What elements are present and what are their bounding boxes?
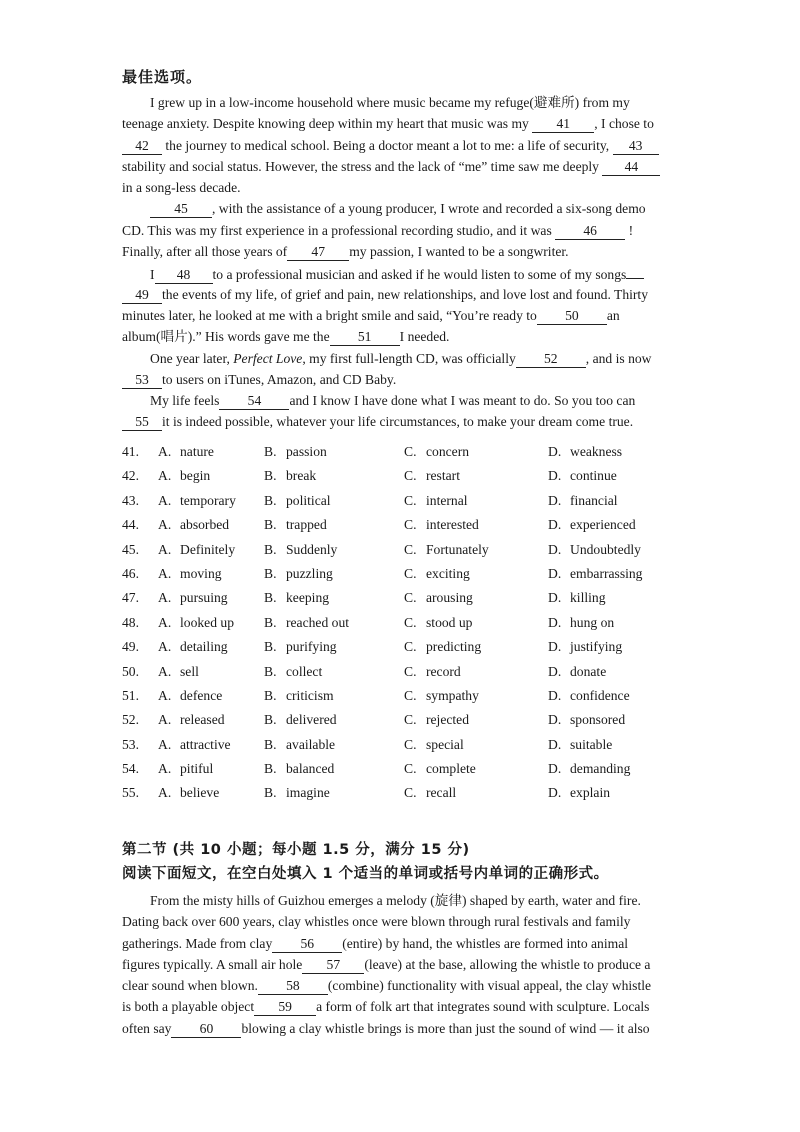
option-letter: B. [264, 614, 277, 630]
option-text: puzzling [286, 565, 333, 581]
question-number: 52. [122, 712, 139, 728]
option-d[interactable] [548, 493, 618, 509]
option-d[interactable] [548, 639, 622, 655]
option-c[interactable] [404, 468, 460, 484]
section-heading-best-option: 最佳选项。 [122, 68, 203, 86]
blank-49[interactable]: 49 [122, 287, 162, 304]
option-letter: C. [404, 639, 417, 655]
option-c[interactable] [404, 785, 456, 801]
option-d[interactable] [548, 688, 630, 704]
option-letter: B. [264, 541, 277, 557]
option-c[interactable] [404, 639, 481, 655]
passage-line: I grew up in a low-income household where music became my refuge(避难所) from my [150, 95, 630, 110]
option-d[interactable] [548, 712, 625, 728]
option-a[interactable] [158, 712, 225, 728]
option-c[interactable] [404, 712, 469, 728]
passage-line: 55 it is indeed possible, whatever your life circumstances, to make your dream come true. [122, 411, 680, 432]
album-title: Perfect Love [233, 350, 303, 366]
option-text: demanding [570, 761, 631, 777]
option-b[interactable] [264, 542, 337, 558]
option-letter: D. [548, 736, 562, 752]
passage-line: minutes later, he looked at me with a bright smile and said, “You’re ready to 50 an [122, 307, 620, 323]
passage-line: gatherings. Made from clay 56 (entire) by hand, the whistles are formed into animal [122, 935, 629, 951]
option-text: internal [426, 492, 468, 508]
option-text: pitiful [180, 761, 214, 777]
option-c[interactable] [404, 566, 470, 582]
option-letter: C. [404, 492, 417, 508]
passage-line: 49 the events of my life, of grief and pain, new relationships, and love lost and found. Thirty [122, 284, 680, 305]
option-row [122, 737, 682, 761]
option-text: trapped [286, 517, 327, 533]
passage-line: figures typically. A small air hole 57 (leave) at the base, allowing the whistle to produce a [122, 956, 651, 972]
question-number: 46. [122, 565, 139, 581]
option-letter: B. [264, 761, 277, 777]
option-c[interactable] [404, 517, 479, 533]
passage-line: I 48 to a professional musician and asked if he would listen to some of my songs [122, 262, 680, 283]
section-2-instruction: 阅读下面短文，在空白处填入 1 个适当的单词或括号内单词的正确形式。 [122, 866, 609, 882]
option-text: stood up [426, 614, 473, 630]
blank-48[interactable]: 48 [155, 267, 213, 284]
blank-57[interactable]: 57 [302, 957, 364, 974]
option-text: moving [180, 565, 222, 581]
option-a[interactable] [158, 566, 222, 582]
option-letter: C. [404, 614, 417, 630]
option-row [122, 712, 682, 736]
blank-58[interactable]: 58 [258, 978, 328, 995]
option-text: restart [426, 468, 460, 484]
passage-line: My life feels 54 and I know I have done what I was meant to do. So you too can [150, 393, 636, 409]
option-a[interactable] [158, 493, 236, 509]
option-letter: B. [264, 492, 277, 508]
option-text: killing [570, 590, 606, 606]
option-text: embarrassing [570, 565, 643, 581]
option-text: passion [286, 444, 327, 459]
question-number: 43. [122, 492, 139, 508]
option-text: predicting [426, 639, 482, 655]
passage-line: teenage anxiety. Despite knowing deep within my heart that music was my 41 , I chose to [122, 116, 654, 132]
answer-options-list [122, 444, 682, 810]
option-a[interactable] [158, 444, 214, 460]
question-number: 55. [122, 785, 139, 801]
question-number: 44. [122, 517, 139, 533]
passage-line: in a song-less decade. [122, 180, 241, 196]
option-row [122, 493, 682, 517]
option-letter: D. [548, 639, 562, 655]
option-text: begin [180, 468, 211, 484]
option-a[interactable] [158, 737, 231, 753]
option-text: weakness [570, 444, 623, 459]
blank-50[interactable]: 50 [537, 308, 607, 325]
option-a[interactable] [158, 761, 213, 777]
option-row [122, 615, 682, 639]
option-text: reached out [286, 614, 350, 630]
option-d[interactable] [548, 785, 610, 801]
option-letter: C. [404, 590, 417, 606]
option-letter: D. [548, 785, 562, 801]
option-text: record [426, 663, 461, 679]
passage-line: is both a playable object 59 a form of folk art that integrates sound with sculpture. Locals [122, 999, 650, 1015]
option-letter: D. [548, 687, 562, 703]
blank-54[interactable]: 54 [219, 393, 289, 410]
option-letter: A. [158, 590, 172, 606]
blank-45[interactable]: 45 [150, 201, 212, 218]
option-letter: C. [404, 468, 417, 484]
blank-59[interactable]: 59 [254, 999, 316, 1016]
option-letter: B. [264, 444, 277, 459]
option-c[interactable] [404, 761, 476, 777]
option-c[interactable] [404, 664, 461, 680]
option-letter: B. [264, 712, 277, 728]
option-letter: D. [548, 565, 562, 581]
option-text: detailing [180, 639, 228, 655]
option-c[interactable] [404, 590, 473, 606]
option-a[interactable] [158, 590, 228, 606]
option-letter: B. [264, 663, 277, 679]
blank-51[interactable]: 51 [330, 329, 400, 346]
option-letter: C. [404, 761, 417, 777]
option-d[interactable] [548, 590, 606, 606]
option-text: explain [570, 785, 611, 801]
blank-56[interactable]: 56 [272, 936, 342, 953]
question-number: 50. [122, 663, 139, 679]
option-letter: B. [264, 687, 277, 703]
option-letter: B. [264, 468, 277, 484]
option-letter: A. [158, 687, 172, 703]
option-text: delivered [286, 712, 337, 728]
option-letter: C. [404, 444, 417, 459]
option-letter: A. [158, 517, 172, 533]
question-number: 42. [122, 468, 139, 484]
option-text: concern [426, 444, 470, 459]
passage-line: 42 the journey to medical school. Being a doctor meant a lot to me: a life of security, 43 [122, 135, 680, 156]
option-b[interactable] [264, 761, 334, 777]
option-c[interactable] [404, 688, 479, 704]
blank-46[interactable]: 46 [555, 223, 625, 240]
option-letter: A. [158, 639, 172, 655]
option-letter: D. [548, 517, 562, 533]
option-letter: D. [548, 712, 562, 728]
option-letter: D. [548, 468, 562, 484]
option-d[interactable] [548, 615, 614, 631]
passage-line: One year later, Perfect Love, my first full-length CD, was officially 52 , and is now [150, 350, 652, 366]
option-letter: D. [548, 492, 562, 508]
option-letter: D. [548, 663, 562, 679]
option-a[interactable] [158, 664, 199, 680]
option-letter: A. [158, 785, 172, 801]
option-letter: A. [158, 492, 172, 508]
option-text: justifying [570, 639, 623, 655]
passage-line: 53 to users on iTunes, Amazon, and CD Baby. [122, 369, 680, 390]
option-letter: A. [158, 541, 172, 557]
option-text: confidence [570, 687, 630, 703]
option-letter: C. [404, 687, 417, 703]
option-d[interactable] [548, 566, 642, 582]
option-b[interactable] [264, 712, 337, 728]
question-number: 45. [122, 541, 139, 557]
option-letter: D. [548, 444, 562, 459]
option-a[interactable] [158, 639, 228, 655]
option-text: sympathy [426, 687, 479, 703]
option-a[interactable] [158, 542, 235, 558]
option-text: looked up [180, 614, 234, 630]
passage-line: 45 , with the assistance of a young producer, I wrote and recorded a six-song demo [122, 198, 680, 219]
passage-line: Finally, after all those years of 47 my passion, I wanted to be a songwriter. [122, 244, 569, 260]
option-text: hung on [570, 614, 615, 630]
option-text: interested [426, 517, 479, 533]
option-letter: B. [264, 517, 277, 533]
option-letter: D. [548, 541, 562, 557]
option-text: nature [180, 444, 214, 459]
option-text: suitable [570, 736, 613, 752]
option-text: exciting [426, 565, 470, 581]
option-text: Definitely [180, 541, 236, 557]
option-text: imagine [286, 785, 330, 801]
option-letter: D. [548, 614, 562, 630]
option-letter: A. [158, 468, 172, 484]
option-text: Fortunately [426, 541, 489, 557]
option-a[interactable] [158, 468, 210, 484]
question-number: 53. [122, 736, 139, 752]
blank-44[interactable]: 44 [602, 159, 660, 176]
option-a[interactable] [158, 688, 222, 704]
blank-47[interactable]: 47 [287, 244, 349, 261]
option-c[interactable] [404, 444, 469, 460]
option-d[interactable] [548, 542, 641, 558]
blank-60[interactable]: 60 [171, 1021, 241, 1038]
passage-line: stability and social status. However, the stress and the lack of “me” time saw me deeply 44 [122, 156, 680, 177]
option-letter: C. [404, 712, 417, 728]
blank-53[interactable]: 53 [122, 372, 162, 389]
option-letter: B. [264, 565, 277, 581]
option-text: attractive [180, 736, 231, 752]
option-text: continue [570, 468, 617, 484]
option-text: collect [286, 663, 323, 679]
option-letter: A. [158, 444, 172, 459]
option-b[interactable] [264, 639, 337, 655]
option-text: political [286, 492, 331, 508]
option-text: absorbed [180, 517, 230, 533]
option-text: sponsored [570, 712, 626, 728]
blank-41[interactable]: 41 [532, 116, 594, 133]
question-number: 54. [122, 761, 139, 777]
blank-42[interactable]: 42 [122, 138, 162, 155]
option-row [122, 468, 682, 492]
question-number: 48. [122, 614, 139, 630]
option-text: break [286, 468, 317, 484]
option-d[interactable] [548, 444, 622, 460]
blank-43[interactable]: 43 [613, 138, 659, 155]
option-c[interactable] [404, 493, 468, 509]
option-letter: C. [404, 541, 417, 557]
option-row [122, 664, 682, 688]
option-b[interactable] [264, 615, 349, 631]
option-b[interactable] [264, 566, 333, 582]
passage-line: clear sound when blown. 58 (combine) functionality with visual appeal, the clay whistle [122, 978, 652, 994]
grammar-passage [122, 890, 680, 1039]
passage-line: Dating back over 600 years, clay whistles once were blown through rural festivals and family [122, 914, 631, 930]
option-a[interactable] [158, 517, 229, 533]
option-letter: A. [158, 736, 172, 752]
option-letter: C. [404, 663, 417, 679]
option-text: defence [180, 687, 223, 703]
option-row [122, 785, 682, 809]
option-b[interactable] [264, 517, 327, 533]
option-text: arousing [426, 590, 473, 606]
option-d[interactable] [548, 761, 630, 777]
option-d[interactable] [548, 517, 636, 533]
option-letter: C. [404, 736, 417, 752]
option-text: balanced [286, 761, 335, 777]
option-b[interactable] [264, 444, 327, 460]
option-row [122, 566, 682, 590]
cloze-passage [122, 92, 680, 433]
option-text: experienced [570, 517, 636, 533]
question-number: 49. [122, 639, 139, 655]
option-letter: B. [264, 736, 277, 752]
option-b[interactable] [264, 468, 316, 484]
option-text: temporary [180, 492, 236, 508]
option-letter: B. [264, 590, 277, 606]
option-row [122, 444, 682, 468]
option-letter: D. [548, 590, 562, 606]
option-row [122, 761, 682, 785]
option-text: complete [426, 761, 476, 777]
option-text: available [286, 736, 336, 752]
option-letter: A. [158, 614, 172, 630]
question-number: 51. [122, 687, 139, 703]
option-letter: A. [158, 712, 172, 728]
option-text: believe [180, 785, 220, 801]
option-letter: B. [264, 639, 277, 655]
option-text: purifying [286, 639, 337, 655]
option-b[interactable] [264, 688, 334, 704]
section-2-title: 第二节 (共 10 小题；每小题 1.5 分，满分 15 分) [122, 842, 470, 858]
passage-line: often say 60 blowing a clay whistle brings is more than just the sound of wind — it also [122, 1020, 650, 1036]
option-row [122, 590, 682, 614]
option-letter: C. [404, 785, 417, 801]
passage-line: album(唱片).” His words gave me the 51 I needed. [122, 329, 450, 345]
blank-52[interactable]: 52 [516, 351, 586, 368]
option-letter: A. [158, 663, 172, 679]
question-number: 41. [122, 444, 139, 459]
option-row [122, 639, 682, 663]
option-d[interactable] [548, 737, 612, 753]
blank-55[interactable]: 55 [122, 414, 162, 431]
option-b[interactable] [264, 493, 331, 509]
option-text: rejected [426, 712, 470, 728]
option-text: released [180, 712, 225, 728]
passage-line: CD. This was my first experience in a professional recording studio, and it was 46 ! [122, 222, 634, 238]
option-letter: A. [158, 565, 172, 581]
option-letter: A. [158, 761, 172, 777]
option-row [122, 517, 682, 541]
option-text: Undoubtedly [570, 541, 641, 557]
option-row [122, 688, 682, 712]
option-a[interactable] [158, 615, 234, 631]
option-text: criticism [286, 687, 334, 703]
option-b[interactable] [264, 590, 329, 606]
option-c[interactable] [404, 542, 489, 558]
option-text: sell [180, 663, 199, 679]
option-text: recall [426, 785, 457, 801]
option-letter: C. [404, 517, 417, 533]
option-text: Suddenly [286, 541, 338, 557]
blank-trailing [626, 262, 644, 279]
passage-line: From the misty hills of Guizhou emerges a melody (旋律) shaped by earth, water and fire. [150, 893, 641, 908]
question-number: 47. [122, 590, 139, 606]
option-d[interactable] [548, 468, 617, 484]
option-b[interactable] [264, 664, 322, 680]
option-d[interactable] [548, 664, 606, 680]
option-a[interactable] [158, 785, 219, 801]
option-letter: B. [264, 785, 277, 801]
option-b[interactable] [264, 737, 335, 753]
option-text: keeping [286, 590, 330, 606]
option-c[interactable] [404, 615, 472, 631]
option-letter: D. [548, 761, 562, 777]
option-letter: C. [404, 565, 417, 581]
option-text: financial [570, 492, 618, 508]
option-text: pursuing [180, 590, 228, 606]
option-text: donate [570, 663, 607, 679]
option-row [122, 542, 682, 566]
option-text: special [426, 736, 464, 752]
option-c[interactable] [404, 737, 464, 753]
option-b[interactable] [264, 785, 330, 801]
